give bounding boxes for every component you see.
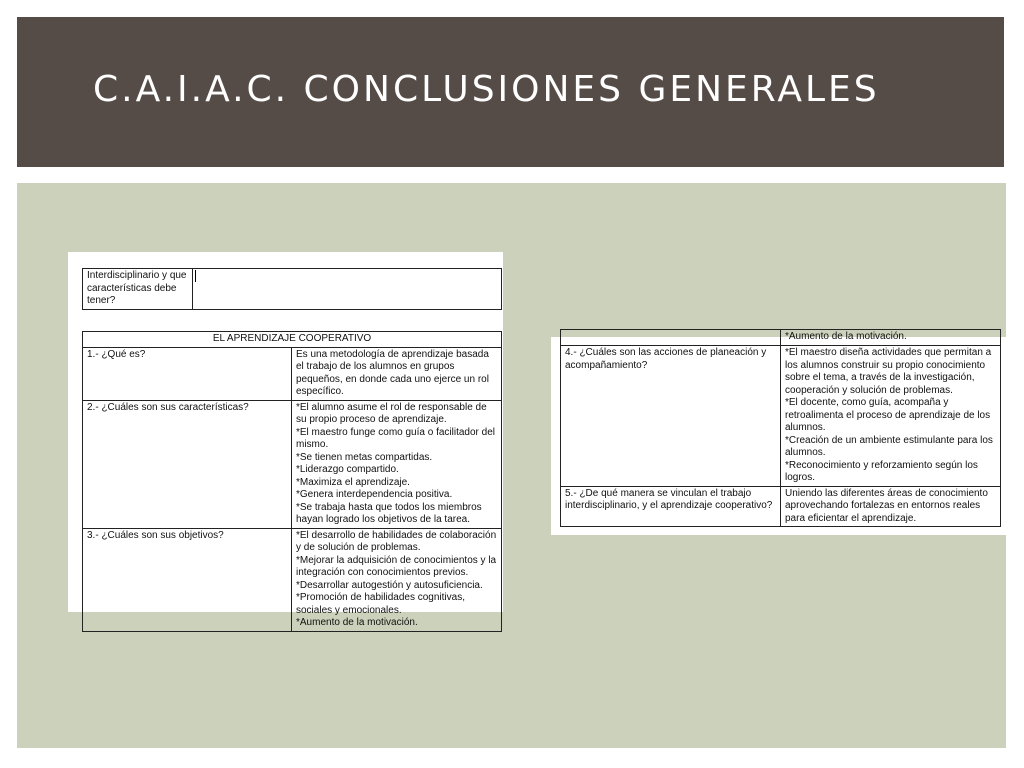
answer-line: *Liderazgo compartido. [296,464,399,475]
table-row [83,400,502,528]
answer-line: *Creación de un ambiente estimulante para los alumnos. [785,434,993,458]
row-question: 4.- ¿Cuáles son las acciones de planeación y acompañamiento? [561,346,781,487]
table-row [561,330,1001,346]
table-row [561,486,1001,527]
answer-line: *Genera interdependencia positiva. [296,489,453,500]
overflow-text: *Aumento de la motivación. [781,330,1001,346]
text-cursor [195,270,196,282]
cooperative-learning-table [82,331,502,632]
answer-line: *El desarrollo de habilidades de colaboración y de solución de problemas. [296,529,497,553]
table-row [561,346,1001,487]
row-question: 1.- ¿Qué es? [83,347,292,400]
document-right [551,331,1006,535]
row-question: 2.- ¿Cuáles son sus características? [83,400,292,528]
answer-line: *Se trabaja hasta que todos los miembros hayan logrado los objetivos de la tarea. [296,501,482,525]
answer-line: *El maestro diseña actividades que permitan a los alumnos construir su propio conocimiento sobre el tema, a través de la investigación, cooperación y solución de problemas. [785,347,992,396]
table-header: EL APRENDIZAJE COOPERATIVO [83,332,502,348]
title-bar [17,17,1004,167]
answer-line: *Mejorar la adquisición de conocimientos y la integración con conocimientos previos. [296,554,497,578]
row-answer [781,486,1001,527]
continuation-table [560,329,1001,527]
row-question: 5.- ¿De qué manera se vinculan el trabajo interdisciplinario, y el aprendizaje cooperativo? [561,486,781,527]
answer-line: *Maximiza el aprendizaje. [296,476,410,488]
answer-line: *Se tienen metas compartidas. [296,451,433,463]
row-answer [292,528,502,631]
answer-line: *Desarrollar autogestión y autosuficiencia. [296,579,483,591]
answer-line: Es una metodología de aprendizaje basada el trabajo de los alumnos en grupos pequeños, en donde cada uno ejerce un rol específico. [296,348,489,397]
answer-line: Uniendo las diferentes áreas de conocimiento aprovechando fortalezas en entornos reales para eficientar el aprendizaje. [785,487,988,524]
row-answer [292,400,502,528]
row-answer [781,346,1001,487]
top-table-question: Interdisciplinario y que características debe tener? [83,269,193,310]
top-table-answer-cell [193,269,502,310]
answer-line: *El docente, como guía, acompaña y retroalimenta el proceso de aprendizaje de los alumnos. [785,397,991,433]
table-row [83,528,502,631]
row-answer [292,347,502,400]
row-question: 3.- ¿Cuáles son sus objetivos? [83,528,292,631]
overflow-empty-cell [561,330,781,346]
document-left [68,252,503,628]
answer-line: *Aumento de la motivación. [296,617,418,628]
table-row [83,347,502,400]
answer-line: *El maestro funge como guía o facilitador del mismo. [296,426,495,450]
answer-line: *Promoción de habilidades cognitivas, sociales y emocionales. [296,592,465,616]
top-table [82,268,502,310]
slide-title: C.A.I.A.C. CONCLUSIONES GENERALES [93,69,880,110]
answer-line: *El alumno asume el rol de responsable de su propio proceso de aprendizaje. [296,401,487,425]
answer-line: *Reconocimiento y reforzamiento según los logros. [785,459,978,483]
